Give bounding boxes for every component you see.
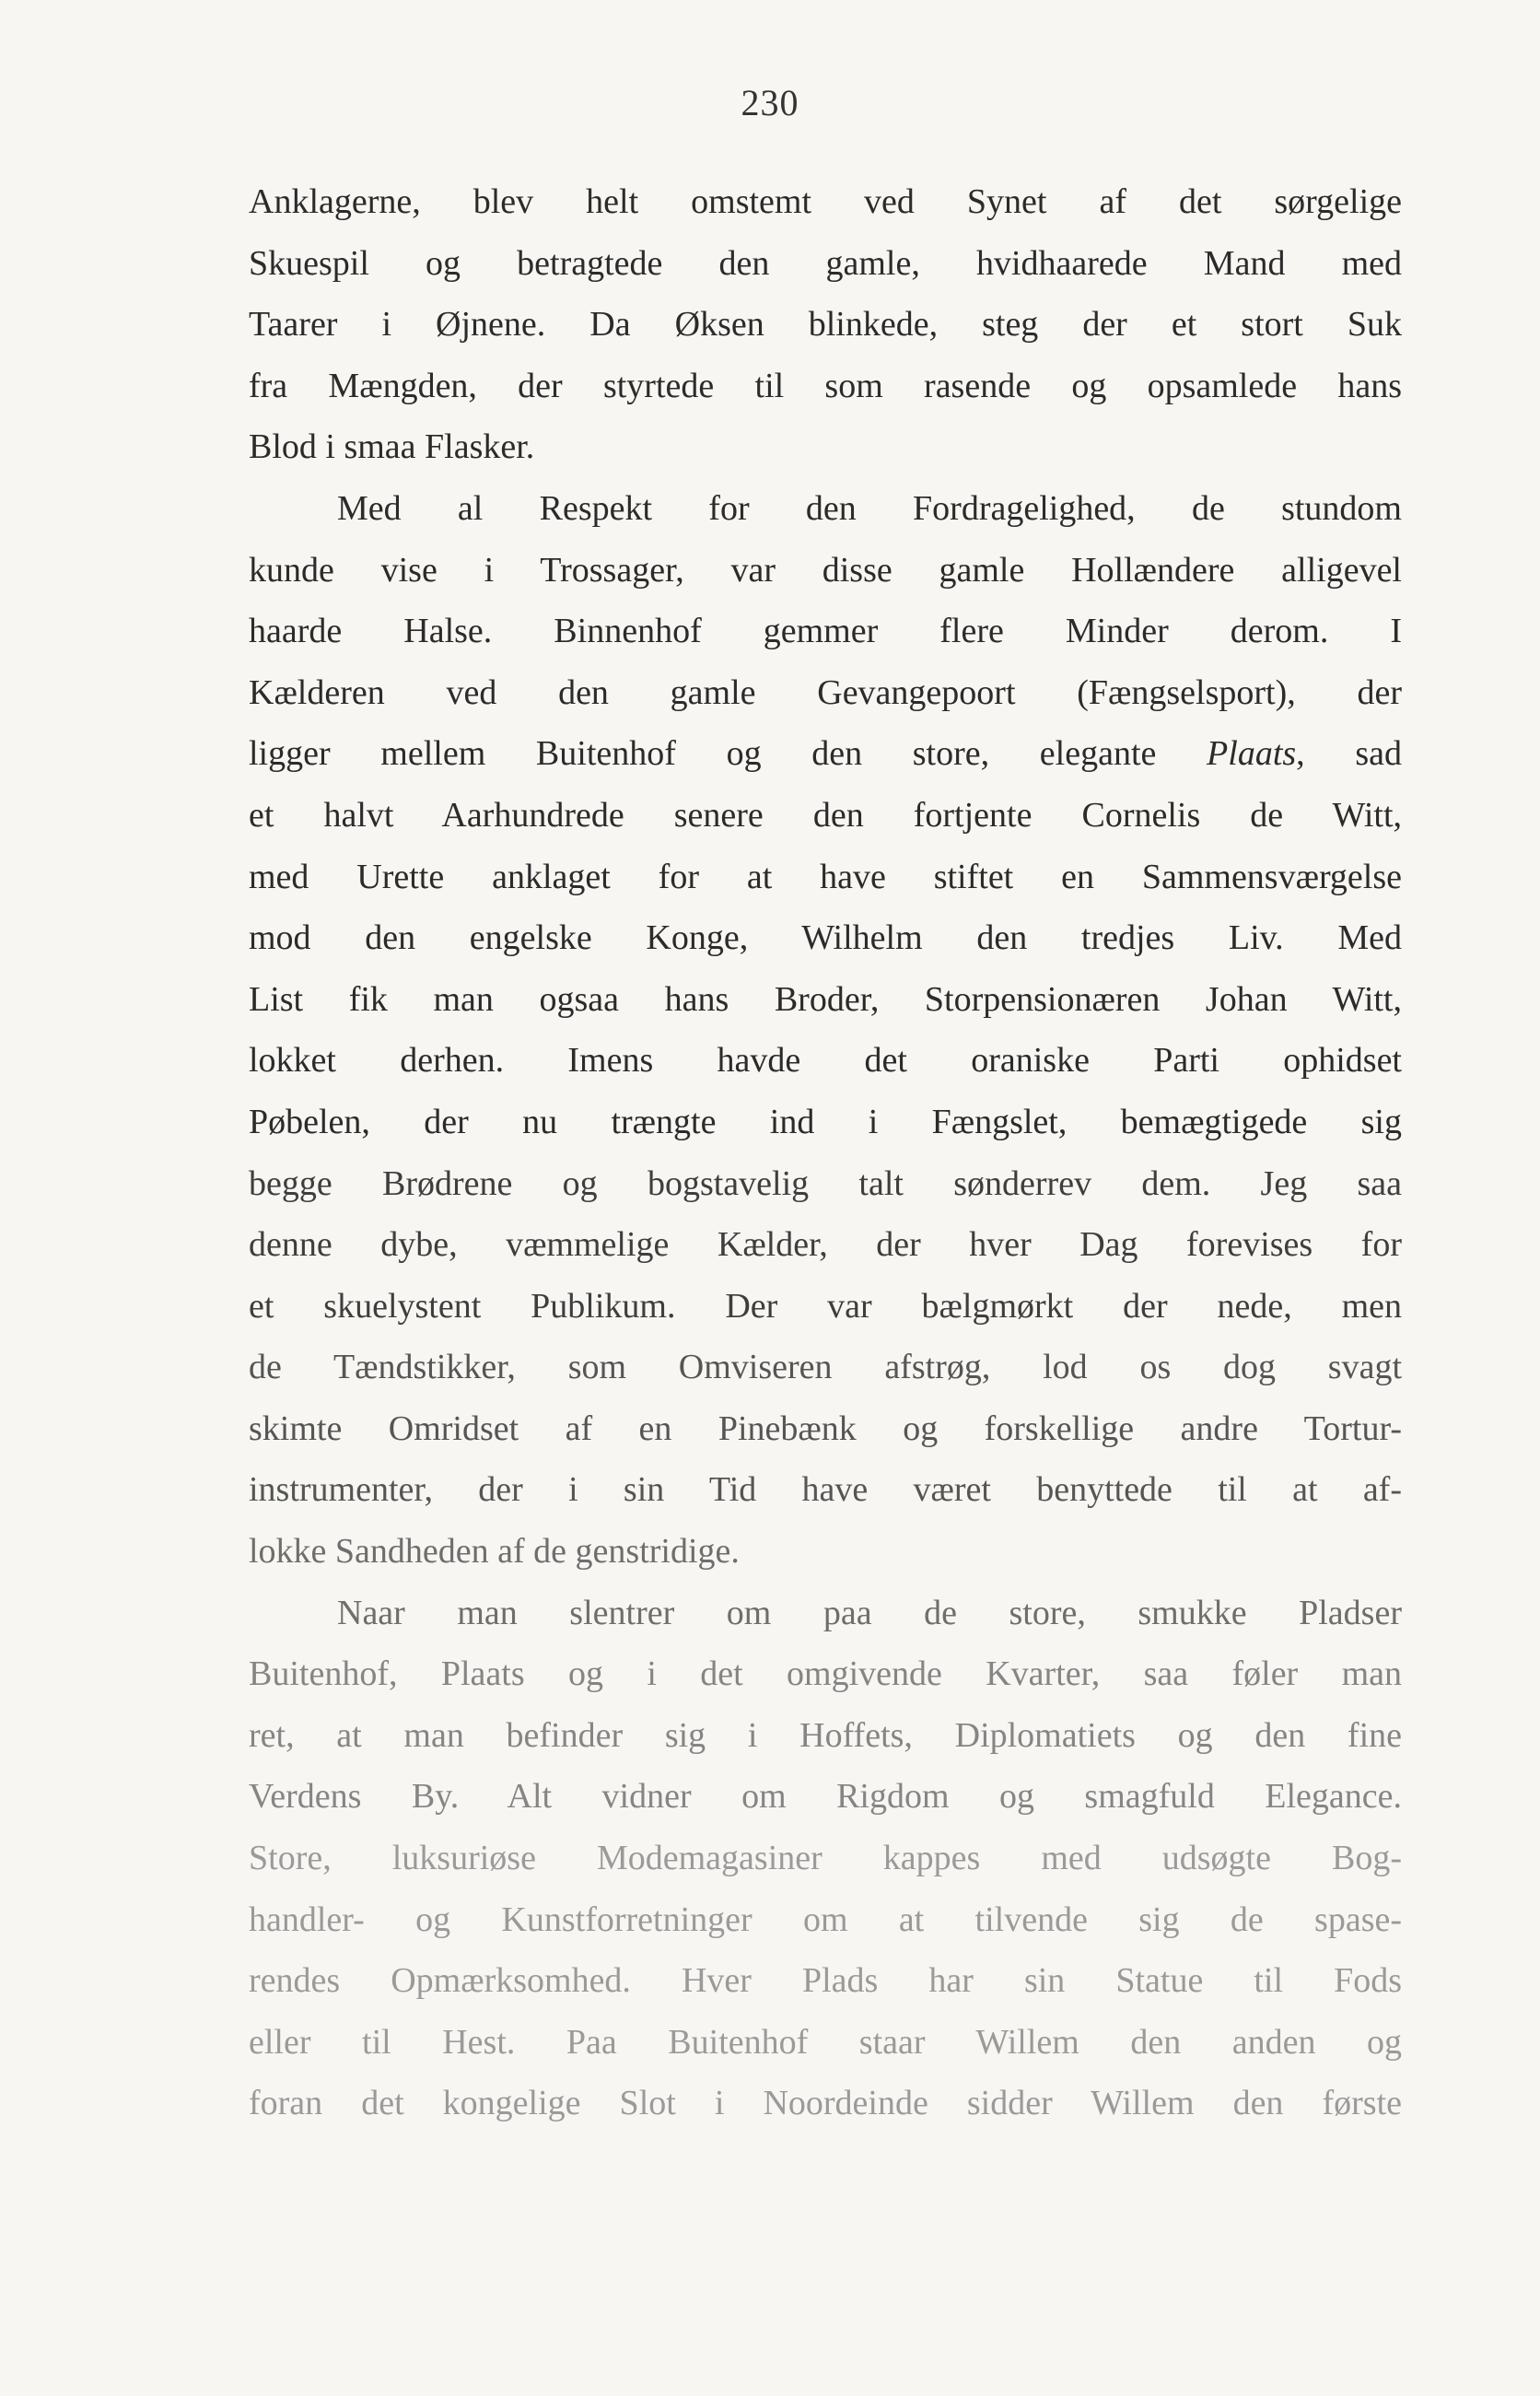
page-number: 230 [741,82,799,123]
text-line: Store, luksuriøse Modemagasiner kappes med udsøgte Bog- [249,1839,1402,1878]
text-line: skimte Omridset af en Pinebænk og forskellige andre Tortur- [249,1408,1402,1448]
text-line: instrumenter, der i sin Tid have været benyttede til at af- [249,1470,1402,1510]
text-line: handler- og Kunstforretninger om at tilvende sig de spase- [249,1899,1402,1939]
text-line: med Urette anklaget for at have stiftet en Sammensværgelse [249,857,1402,896]
text-line: Anklagerne, blev helt omstemt ved Synet af det sørgelige [249,182,1402,221]
text-line: Pøbelen, der nu trængte ind i Fængslet, bemægtigede sig [249,1102,1402,1141]
text-line: de Tændstikker, som Omviseren afstrøg, lod os dog svagt [249,1348,1402,1387]
text-line: begge Brødrene og bogstavelig talt sønderrev dem. Jeg saa [249,1163,1402,1203]
text-line: ligger mellem Buitenhof og den store, elegante Plaats, sad [249,734,1402,774]
text-line: et skuelystent Publikum. Der var bælgmørkt der nede, men [249,1286,1402,1326]
text-line: Blod i smaa Flasker. [249,427,535,467]
text-line: denne dybe, væmmelige Kælder, der hver Dag forevises for [249,1225,1402,1265]
text-line: et halvt Aarhundrede senere den fortjente Cornelis de Witt, [249,795,1402,835]
text-line: List fik man ogsaa hans Broder, Storpensionæren Johan Witt, [249,979,1402,1019]
text-line: Taarer i Øjnene. Da Øksen blinkede, steg der et stort Suk [249,305,1402,345]
text-line: Kælderen ved den gamle Gevangepoort (Fængselsport), der [249,672,1402,712]
body-text [249,171,1402,2134]
text-line: mod den engelske Konge, Wilhelm den tredjes Liv. Med [249,918,1402,958]
text-line: ret, at man befinder sig i Hoffets, Diplomatiets og den fine [249,1715,1402,1755]
text-line: Skuespil og betragtede den gamle, hvidhaarede Mand med [249,243,1402,283]
text-line: eller til Hest. Paa Buitenhof staar Willem den anden og [249,2022,1402,2062]
text-line: Naar man slentrer om paa de store, smukke Pladser [337,1593,1402,1632]
text-line: lokke Sandheden af de genstridige. [249,1532,740,1572]
text-line: Buitenhof, Plaats og i det omgivende Kvarter, saa føler man [249,1654,1402,1694]
text-line: haarde Halse. Binnenhof gemmer flere Minder derom. I [249,612,1402,651]
text-line: rendes Opmærksomhed. Hver Plads har sin Statue til Fods [249,1961,1402,2001]
text-line: fra Mængden, der styrtede til som rasende og opsamlede hans [249,366,1402,405]
text-line: lokket derhen. Imens havde det oraniske Parti ophidset [249,1041,1402,1081]
text-line: Med al Respekt for den Fordragelighed, de stundom [337,488,1402,528]
text-line: foran det kongelige Slot i Noordeinde sidder Willem den første [249,2084,1402,2123]
text-line: Verdens By. Alt vidner om Rigdom og smagfuld Elegance. [249,1777,1402,1817]
italic-word: Plaats [1207,734,1297,774]
text-line: kunde vise i Trossager, var disse gamle Hollændere alligevel [249,550,1402,590]
